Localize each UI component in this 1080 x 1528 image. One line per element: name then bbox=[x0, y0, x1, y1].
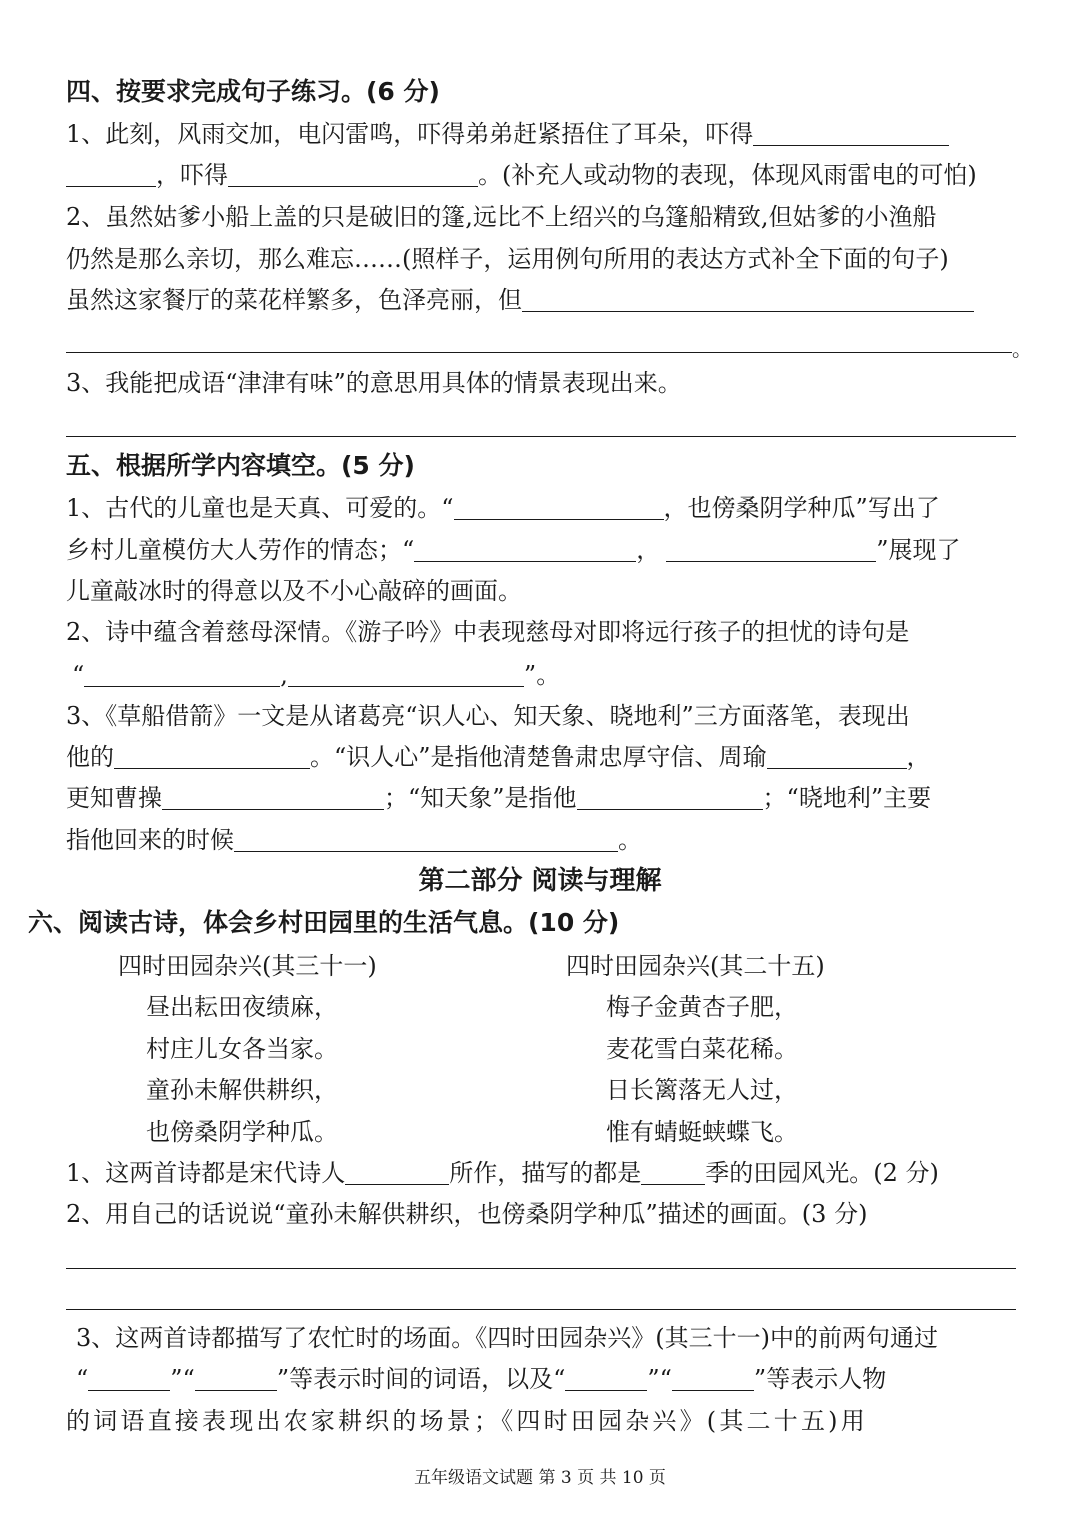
sec6-q3-line1: 3、这两首诗都描写了农忙时的场面。《四时田园杂兴》(其三十一)中的前两句通过 bbox=[76, 1324, 938, 1352]
sec5-q2-text-b3: ”。 bbox=[523, 661, 561, 689]
answer-line[interactable] bbox=[66, 352, 1012, 353]
sec4-q2-text: 虽然这家餐厅的菜花样繁多，色泽亮丽，但 bbox=[66, 286, 522, 314]
sec6-q1-line bbox=[66, 1158, 939, 1188]
sec4-q2-line3 bbox=[66, 285, 974, 315]
sec6-q3-text-b5: ”等表示人物 bbox=[753, 1365, 887, 1393]
section-6-heading: 六、阅读古诗，体会乡村田园里的生活气息。(10 分) bbox=[28, 908, 620, 937]
sec6-q1-text-b: 所作，描写的都是 bbox=[449, 1159, 642, 1187]
poem-1-line: 也傍桑阴学种瓜。 bbox=[146, 1118, 338, 1146]
sec6-q3-text-b2: ”“ bbox=[170, 1365, 195, 1393]
sec5-q1-line2 bbox=[66, 535, 961, 565]
sec6-q3-line2 bbox=[76, 1364, 886, 1394]
sec4-q2-line1: 2、虽然姑爹小船上盖的只是破旧的篷,远比不上绍兴的乌篷船精致,但姑爹的小渔船 bbox=[66, 203, 937, 231]
sec5-q1-line1 bbox=[66, 493, 940, 523]
sec5-q3-text-d1: 指他回来的时候 bbox=[66, 826, 234, 854]
answer-blank[interactable] bbox=[66, 162, 156, 187]
answer-blank[interactable] bbox=[454, 495, 664, 520]
sec5-q3-text-b1: 他的 bbox=[66, 743, 114, 771]
answer-blank[interactable] bbox=[641, 1160, 705, 1185]
answer-blank[interactable] bbox=[672, 1366, 754, 1391]
answer-blank[interactable] bbox=[767, 744, 907, 769]
answer-blank[interactable] bbox=[88, 1366, 170, 1391]
section-4-heading: 四、按要求完成句子练习。(6 分) bbox=[66, 77, 440, 106]
poem-2-line: 惟有蜻蜓蛱蝶飞。 bbox=[606, 1118, 798, 1146]
answer-blank[interactable] bbox=[522, 287, 974, 312]
sec4-q2-line2: 仍然是那么亲切，那么难忘……(照样子，运用例句所用的表达方式补全下面的句子) bbox=[66, 245, 949, 273]
sec5-q1-text-b1: 乡村儿童模仿大人劳作的情态；“ bbox=[66, 536, 415, 564]
sec5-q1-text-b3: ”展现了 bbox=[876, 536, 961, 564]
answer-blank[interactable] bbox=[666, 537, 876, 562]
sec5-q3-text-c3: ；“晓地利”主要 bbox=[762, 784, 932, 812]
poem-2-line: 梅子金黄杏子肥， bbox=[606, 993, 798, 1021]
poem-1-line: 昼出耘田夜绩麻， bbox=[146, 993, 338, 1021]
sec4-q1-text: 1、此刻，风雨交加，电闪雷鸣，吓得弟弟赶紧捂住了耳朵，吓得 bbox=[66, 120, 754, 148]
sec5-q3-text-b3: ， bbox=[906, 743, 931, 771]
sec6-q3-text-b3: ”等表示时间的词语，以及“ bbox=[276, 1365, 566, 1393]
answer-line[interactable] bbox=[66, 436, 1016, 437]
sec5-q3-text-b2: 。“识人心”是指他清楚鲁肃忠厚守信、周瑜 bbox=[310, 743, 767, 771]
sec5-q2-line2 bbox=[72, 660, 560, 690]
sec4-q1-text-b1: ，吓得 bbox=[156, 161, 228, 189]
answer-blank[interactable] bbox=[234, 827, 618, 852]
part-2-title: 第二部分 阅读与理解 bbox=[418, 866, 662, 896]
answer-blank[interactable] bbox=[577, 785, 763, 810]
sec6-q1-text-c: 季的田园风光。(2 分) bbox=[705, 1159, 939, 1187]
poem-1-line: 村庄儿女各当家。 bbox=[146, 1035, 338, 1063]
answer-blank[interactable] bbox=[114, 744, 310, 769]
poem-1-title: 四时田园杂兴(其三十一) bbox=[118, 952, 377, 980]
sec6-q1-text-a: 1、这两首诗都是宋代诗人 bbox=[66, 1159, 346, 1187]
sec6-q3-line3: 的词语直接表现出农家耕织的场景；《四时田园杂兴》(其二十五)用 bbox=[66, 1407, 868, 1435]
page-footer: 五年级语文试题 第 3 页 共 10 页 bbox=[414, 1468, 666, 1488]
answer-blank[interactable] bbox=[195, 1366, 277, 1391]
sec6-q3-text-b1: “ bbox=[76, 1365, 89, 1393]
answer-blank[interactable] bbox=[84, 662, 280, 687]
answer-line[interactable] bbox=[66, 1268, 1016, 1269]
poem-1-line: 童孙未解供耕织， bbox=[146, 1076, 338, 1104]
sec5-q3-text-c1: 更知曹操 bbox=[66, 784, 162, 812]
answer-line[interactable] bbox=[66, 1309, 1016, 1310]
sec5-q1-text-a1: 1、古代的儿童也是天真、可爱的。“ bbox=[66, 494, 454, 522]
poem-2-title: 四时田园杂兴(其二十五) bbox=[566, 952, 825, 980]
answer-blank[interactable] bbox=[565, 1366, 647, 1391]
answer-blank[interactable] bbox=[345, 1160, 449, 1185]
sec5-q2-text-b1: “ bbox=[72, 661, 85, 689]
sec5-q2-line1: 2、诗中蕴含着慈母深情。《游子吟》中表现慈母对即将远行孩子的担忧的诗句是 bbox=[66, 618, 910, 646]
section-5-heading: 五、根据所学内容填空。(5 分) bbox=[66, 451, 415, 480]
sec5-q1-text-b2: ， bbox=[636, 536, 661, 564]
sec5-q1-text-a2: ，也傍桑阴学种瓜”写出了 bbox=[663, 494, 940, 522]
poem-2-line: 麦花雪白菜花稀。 bbox=[606, 1035, 798, 1063]
sec4-q1-line1 bbox=[66, 119, 949, 149]
sec5-q3-line3 bbox=[66, 783, 931, 813]
sec5-q3-text-c2: ；“知天象”是指他 bbox=[384, 784, 577, 812]
poem-2-line: 日长篱落无人过， bbox=[606, 1076, 798, 1104]
answer-blank[interactable] bbox=[228, 162, 478, 187]
sec5-q3-line1: 3、《草船借箭》一文是从诸葛亮“识人心、知天象、晓地利”三方面落笔，表现出 bbox=[66, 702, 910, 730]
answer-blank[interactable] bbox=[414, 537, 636, 562]
answer-blank[interactable] bbox=[288, 662, 524, 687]
sec5-q1-line3: 儿童敲冰时的得意以及不小心敲碎的画面。 bbox=[66, 577, 522, 605]
answer-blank[interactable] bbox=[162, 785, 384, 810]
sec4-q1-line2 bbox=[66, 160, 977, 190]
sec5-q3-line2 bbox=[66, 742, 931, 772]
sec4-q1-text-b2: 。(补充人或动物的表现，体现风雨雷电的可怕) bbox=[478, 161, 977, 189]
sec5-q2-text-b2: , bbox=[280, 661, 288, 689]
sec6-q3-text-b4: ”“ bbox=[647, 1365, 672, 1393]
sec6-q2-text: 2、用自己的话说说“童孙未解供耕织，也傍桑阴学种瓜”描述的画面。(3 分) bbox=[66, 1200, 868, 1228]
answer-blank[interactable] bbox=[753, 121, 949, 146]
sec4-q2-period: 。 bbox=[1012, 337, 1032, 361]
sec5-q3-line4 bbox=[66, 825, 642, 855]
sec4-q3-text: 3、我能把成语“津津有味”的意思用具体的情景表现出来。 bbox=[66, 369, 682, 397]
sec5-q3-text-d2: 。 bbox=[618, 826, 642, 854]
